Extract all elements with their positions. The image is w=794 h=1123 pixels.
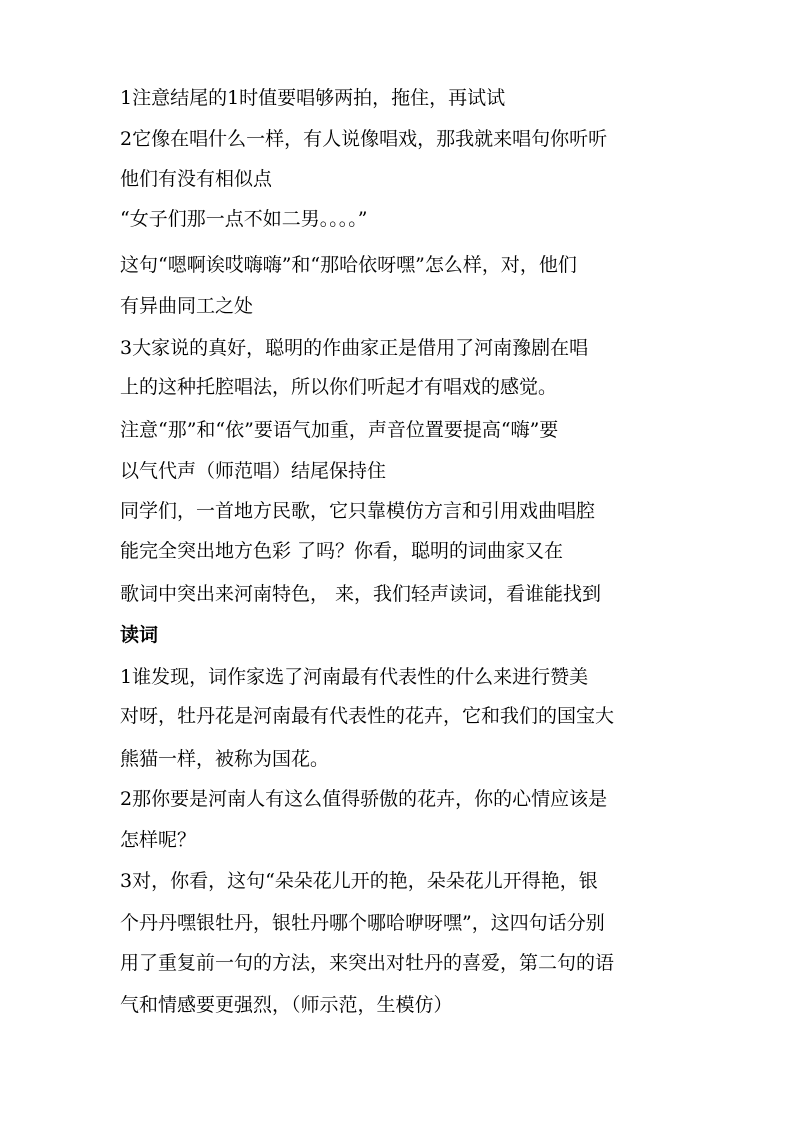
text-line: 2它像在唱什么一样，有人说像唱戏，那我就来唱句你听听 [120, 128, 608, 150]
text-line: 上的这种托腔唱法，所以你们听起才有唱戏的感觉。 [120, 376, 558, 398]
text-line: 个丹丹嘿银牡丹，银牡丹哪个哪哈咿呀嘿”，这四句话分别 [120, 912, 605, 934]
text-line: 用了重复前一句的方法，来突出对牡丹的喜爱，第二句的语 [120, 952, 615, 974]
text-line: 同学们，一首地方民歌，它只靠模仿方言和引用戏曲唱腔 [120, 500, 596, 522]
text-line: 以气代声（师范唱）结尾保持住 [120, 460, 387, 482]
text-line: 熊猫一样，被称为国花。 [120, 748, 330, 770]
text-line: 注意“那”和“依”要语气加重，声音位置要提高“嗨”要 [120, 419, 559, 441]
text-line: 3对，你看，这句“朵朵花儿开的艳，朵朵花儿开得艳，银 [120, 870, 598, 892]
text-line: 怎样呢？ [120, 829, 197, 851]
section-heading: 读词 [120, 624, 159, 646]
text-line: 1谁发现，词作家选了河南最有代表性的什么来进行赞美 [120, 666, 589, 688]
text-line: “女子们那一点不如二男。。。。” [120, 208, 368, 230]
text-line: 1注意结尾的1时值要唱够两拍，拖住，再试试 [120, 87, 506, 109]
text-line: 气和情感要更强烈，（师示范，生模仿） [120, 994, 453, 1016]
text-line: 3大家说的真好，聪明的作曲家正是借用了河南豫剧在唱 [120, 337, 589, 359]
text-line: 有异曲同工之处 [120, 295, 254, 317]
text-line: 他们有没有相似点 [120, 168, 273, 190]
text-line: 2那你要是河南人有这么值得骄傲的花卉，你的心情应该是 [120, 788, 608, 810]
text-line: 对呀，牡丹花是河南最有代表性的花卉，它和我们的国宝大 [120, 705, 615, 727]
text-line: 能完全突出地方色彩 了吗？你看，聪明的词曲家又在 [120, 540, 564, 562]
text-line: 这句“嗯啊诶哎嗨嗨”和“那哈依呀嘿”怎么样，对，他们 [120, 254, 577, 276]
text-line: 歌词中突出来河南特色， 来，我们轻声读词，看谁能找到 [120, 583, 602, 605]
